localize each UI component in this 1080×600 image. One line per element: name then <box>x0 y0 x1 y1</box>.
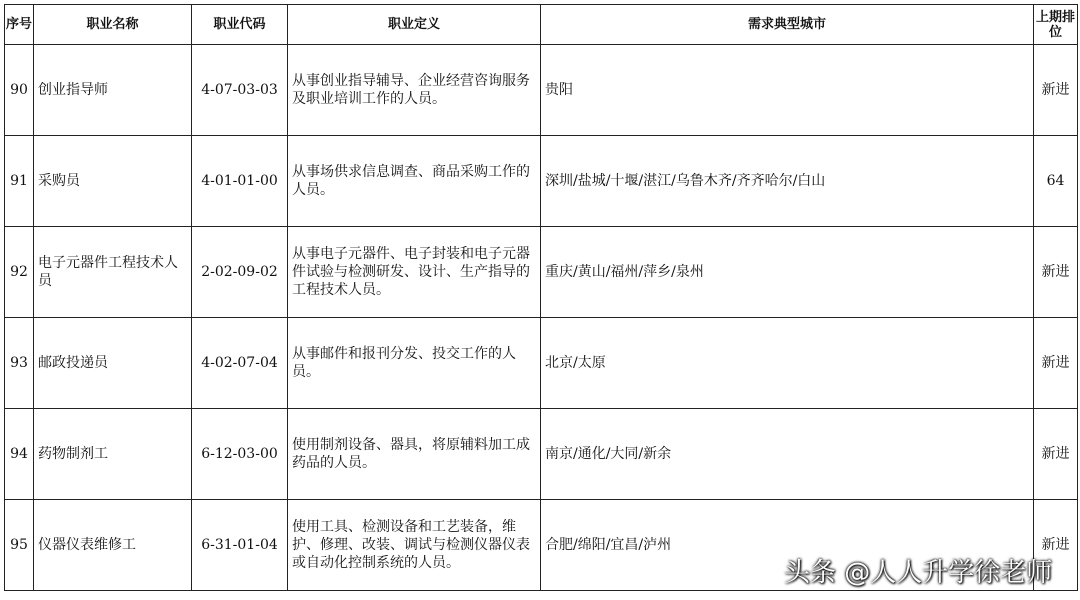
row-definition: 使用制剂设备、器具，将原辅料加工成药品的人员。 <box>288 409 541 500</box>
row-code: 2-02-09-02 <box>192 227 288 318</box>
row-previous-rank: 64 <box>1034 136 1078 227</box>
row-cities: 合肥/绵阳/宜昌/泸州 <box>541 500 1034 591</box>
occupation-table <box>4 4 1078 591</box>
row-index: 93 <box>5 318 34 409</box>
row-previous-rank: 新进 <box>1034 318 1078 409</box>
header-previous-rank: 上期排位 <box>1034 5 1078 45</box>
row-previous-rank: 新进 <box>1034 45 1078 136</box>
row-name: 药物制剂工 <box>34 409 192 500</box>
header-index: 序号 <box>5 5 34 45</box>
row-name: 仪器仪表维修工 <box>34 500 192 591</box>
table-row <box>5 227 1078 318</box>
row-previous-rank: 新进 <box>1034 409 1078 500</box>
row-name: 采购员 <box>34 136 192 227</box>
row-index: 91 <box>5 136 34 227</box>
table-row <box>5 318 1078 409</box>
row-index: 95 <box>5 500 34 591</box>
header-row <box>5 5 1078 45</box>
row-previous-rank: 新进 <box>1034 500 1078 591</box>
row-name: 创业指导师 <box>34 45 192 136</box>
header-name: 职业名称 <box>34 5 192 45</box>
row-cities: 北京/太原 <box>541 318 1034 409</box>
row-index: 94 <box>5 409 34 500</box>
header-cities: 需求典型城市 <box>541 5 1034 45</box>
header-code: 职业代码 <box>192 5 288 45</box>
watermark: 头条 @人人升学徐老师 <box>784 558 1053 588</box>
row-name: 电子元器件工程技术人员 <box>34 227 192 318</box>
row-index: 90 <box>5 45 34 136</box>
table-row <box>5 45 1078 136</box>
row-cities: 南京/通化/大同/新余 <box>541 409 1034 500</box>
row-definition: 从事电子元器件、电子封装和电子元器件试验与检测研发、设计、生产指导的工程技术人员。 <box>288 227 541 318</box>
row-index: 92 <box>5 227 34 318</box>
row-cities: 深圳/盐城/十堰/湛江/乌鲁木齐/齐齐哈尔/白山 <box>541 136 1034 227</box>
row-cities: 重庆/黄山/福州/萍乡/泉州 <box>541 227 1034 318</box>
row-definition: 从事创业指导辅导、企业经营咨询服务及职业培训工作的人员。 <box>288 45 541 136</box>
row-name: 邮政投递员 <box>34 318 192 409</box>
row-definition: 从事场供求信息调查、商品采购工作的人员。 <box>288 136 541 227</box>
row-previous-rank: 新进 <box>1034 227 1078 318</box>
table-row <box>5 409 1078 500</box>
row-code: 4-07-03-03 <box>192 45 288 136</box>
row-code: 6-12-03-00 <box>192 409 288 500</box>
row-code: 6-31-01-04 <box>192 500 288 591</box>
header-definition: 职业定义 <box>288 5 541 45</box>
table-row <box>5 136 1078 227</box>
row-definition: 从事邮件和报刊分发、投交工作的人员。 <box>288 318 541 409</box>
row-code: 4-01-01-00 <box>192 136 288 227</box>
row-code: 4-02-07-04 <box>192 318 288 409</box>
row-cities: 贵阳 <box>541 45 1034 136</box>
row-definition: 使用工具、检测设备和工艺装备，维护、修理、改装、调试与检测仪器仪表或自动化控制系统的人员。 <box>288 500 541 591</box>
